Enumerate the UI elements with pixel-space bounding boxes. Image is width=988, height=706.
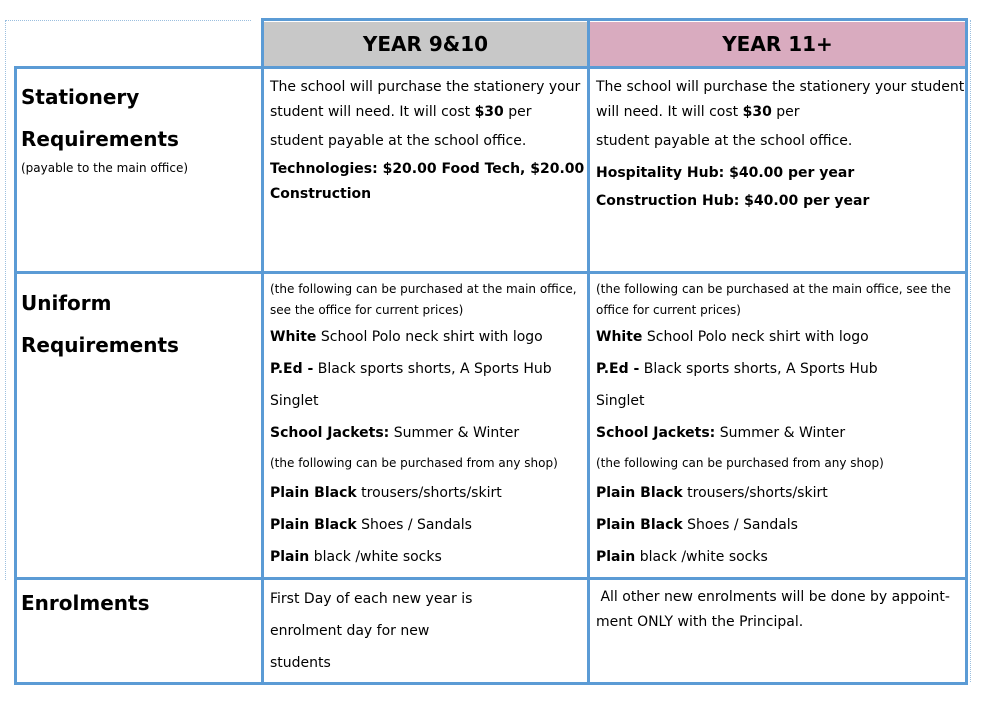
table-border: [261, 18, 968, 21]
stationery-text: student payable at the school office.: [270, 133, 527, 149]
uniform-title: Uniform: [21, 291, 112, 315]
header-year-9-10-label: YEAR 9&10: [362, 32, 489, 56]
table-border: [261, 20, 264, 685]
stationery-year-9-10: [264, 72, 587, 272]
stationery-cost: will need. It will cost $30 per: [596, 104, 800, 120]
uniform-title-line2: Requirements: [21, 333, 179, 357]
table-border: [14, 271, 968, 274]
technologies-fee-line2: Construction: [270, 186, 372, 202]
guide-line: [970, 20, 971, 682]
stationery-text: The school will purchase the stationery your student: [596, 79, 965, 95]
uniform-ped-line2: Singlet: [270, 393, 319, 409]
enrolments-year-11: [590, 583, 965, 682]
uniform-note: (the following can be purchased at the main office,: [270, 282, 577, 296]
table-border: [14, 682, 968, 685]
enrolments-text: students: [270, 655, 331, 671]
table-border: [14, 577, 968, 580]
uniform-shoes: Plain Black Shoes / Sandals: [596, 517, 798, 533]
enrolments-text: All other new enrolments will be done by appoint-: [596, 589, 950, 605]
uniform-note: (the following can be purchased from any shop): [270, 456, 558, 470]
enrolments-text: enrolment day for new: [270, 623, 430, 639]
header-year-11-label: YEAR 11+: [722, 32, 833, 56]
stationery-note: (payable to the main office): [21, 161, 189, 175]
requirements-table: [14, 18, 970, 685]
header-year-9-10: [264, 22, 587, 66]
uniform-jackets: School Jackets: Summer & Winter: [270, 425, 520, 441]
uniform-shoes: Plain Black Shoes / Sandals: [270, 517, 472, 533]
uniform-ped: P.Ed - Black sports shorts, A Sports Hub: [596, 361, 878, 377]
enrolments-row-header: [14, 580, 262, 682]
uniform-note: (the following can be purchased at the main office, see the: [596, 282, 951, 296]
stationery-title: Stationery: [21, 85, 140, 109]
guide-line: [5, 20, 6, 580]
stationery-cost: student will need. It will cost $30 per: [270, 104, 532, 120]
uniform-ped: P.Ed - Black sports shorts, A Sports Hub: [270, 361, 552, 377]
stationery-text: student payable at the school office.: [596, 133, 853, 149]
enrolments-year-9-10: [264, 583, 587, 682]
header-year-11: [590, 22, 965, 66]
technologies-fee: Technologies: $20.00 Food Tech, $20.00: [270, 161, 585, 177]
table-border: [587, 20, 590, 685]
enrolments-text: ment ONLY with the Principal.: [596, 614, 804, 630]
uniform-note: office for current prices): [596, 303, 741, 317]
uniform-trousers: Plain Black trousers/shorts/skirt: [596, 485, 828, 501]
hospitality-hub-fee: Hospitality Hub: $40.00 per year: [596, 165, 855, 181]
uniform-socks: Plain black /white socks: [270, 549, 442, 565]
uniform-note: see the office for current prices): [270, 303, 464, 317]
table-border: [14, 68, 17, 685]
enrolments-text: First Day of each new year is: [270, 591, 473, 607]
stationery-year-11: [590, 72, 965, 272]
uniform-ped-line2: Singlet: [596, 393, 645, 409]
uniform-shirt: White School Polo neck shirt with logo: [596, 329, 869, 345]
uniform-note: (the following can be purchased from any shop): [596, 456, 884, 470]
stationery-title-line2: Requirements: [21, 127, 179, 151]
uniform-year-11: [590, 277, 965, 577]
stationery-text: The school will purchase the stationery your: [270, 79, 581, 95]
uniform-trousers: Plain Black trousers/shorts/skirt: [270, 485, 502, 501]
uniform-shirt: White School Polo neck shirt with logo: [270, 329, 543, 345]
construction-hub-fee: Construction Hub: $40.00 per year: [596, 193, 870, 209]
enrolments-title: Enrolments: [21, 591, 150, 615]
table-border: [14, 66, 968, 69]
uniform-year-9-10: [264, 277, 587, 577]
table-border: [965, 20, 968, 685]
uniform-jackets: School Jackets: Summer & Winter: [596, 425, 846, 441]
uniform-socks: Plain black /white socks: [596, 549, 768, 565]
uniform-row-header: [14, 274, 262, 577]
stationery-row-header: [14, 68, 262, 272]
